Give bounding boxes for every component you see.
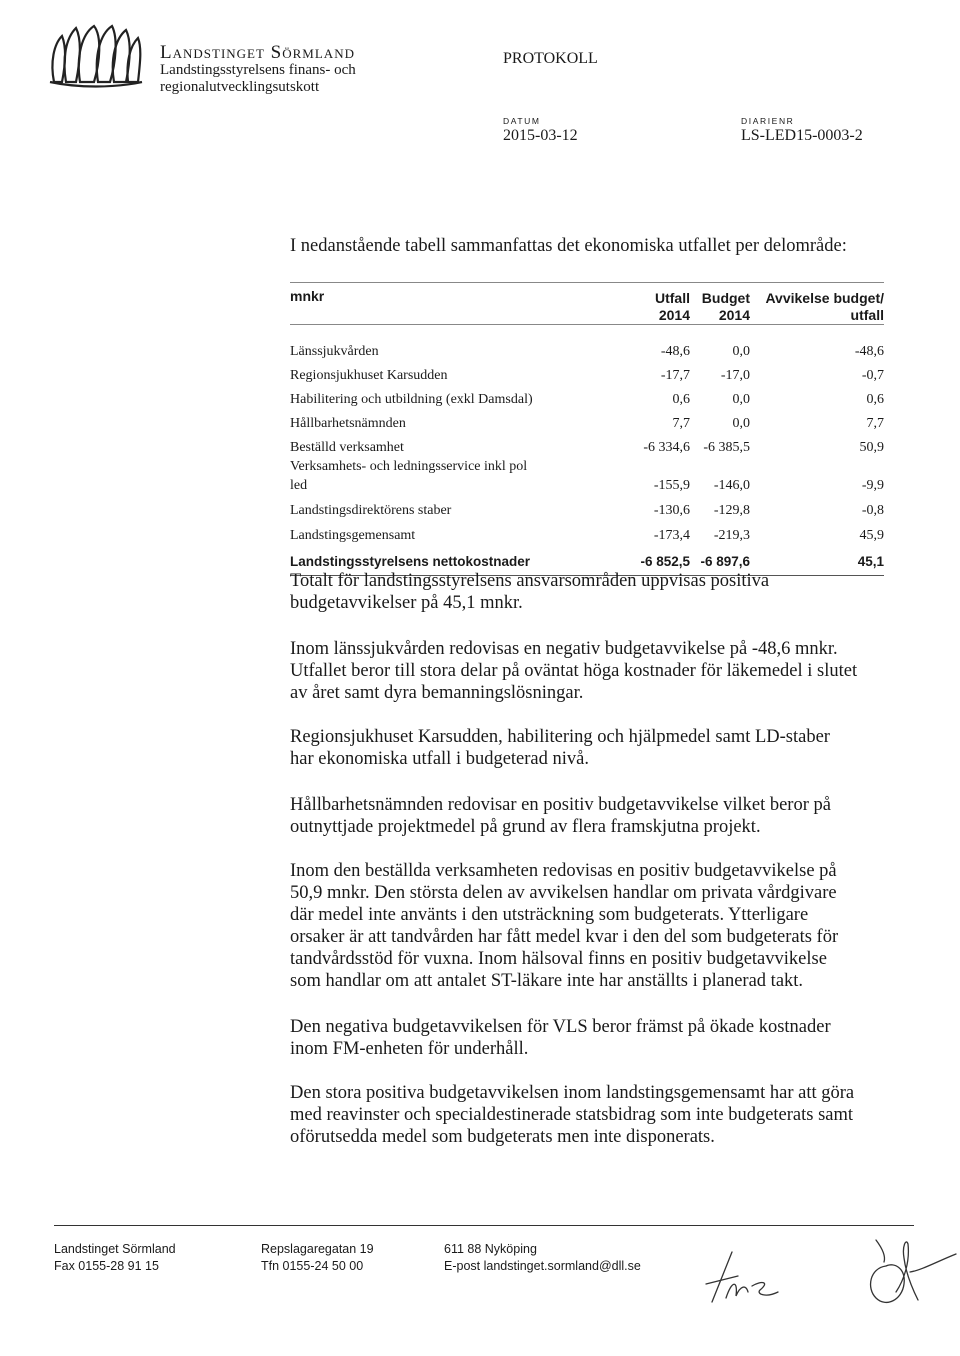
paragraph-line: av året samt dyra bemanningslösningar. [290,683,584,703]
paragraph-karsudden [290,726,890,770]
row-avvikelse: 45,9 [859,528,884,543]
row-label: Habilitering och utbildning (exkl Damsdal) [290,392,533,407]
row-avvikelse: -0,7 [861,368,884,383]
col-header-utfall-line-1: Utfall [655,290,690,306]
row-label: Länssjukvården [290,344,379,359]
row-budget: -17,0 [720,368,750,383]
table-row [290,528,884,548]
row-budget: 0,0 [732,392,750,407]
paragraph-line: budgetavvikelser på 45,1 mnkr. [290,593,523,613]
row-label-line-1: Verksamhets- och ledningsservice inkl pol [290,459,528,474]
row-utfall: -48,6 [660,344,690,359]
paragraph-hallbarhet [290,794,890,838]
table-row [290,478,884,498]
date-label: DATUM [503,116,541,126]
paragraph-line: Hållbarhetsnämnden redovisar en positiv budgetavvikelse vilket beror på [290,795,831,815]
paragraph-line: Den negativa budgetavvikelsen för VLS beror främst på ökade kostnader [290,1017,831,1037]
total-utfall: -6 852,5 [640,554,690,569]
paragraph-line: Utfallet beror till stora delar på oväntat höga kostnader för läkemedel i slutet [290,661,858,681]
total-label: Landstingsstyrelsens nettokostnader [290,554,531,569]
paragraph-line: tandvårdsstöd för vuxna. Inom hälsoval finns en positiv budgetavvikelse [290,949,827,969]
paragraph-line: som handlar om att antalet ST-läkare inte har anställts i planerad takt. [290,971,804,991]
org-subtitle-line-1: Landstingsstyrelsens finans- och [160,62,356,78]
registration-number: LS-LED15-0003-2 [741,127,863,144]
row-utfall: -173,4 [653,528,690,543]
footer-postal: 611 88 Nyköping [444,1242,537,1256]
row-budget: -129,8 [713,503,750,518]
row-utfall: 0,6 [672,392,690,407]
table-row [290,416,884,436]
col-header-budget [690,290,750,324]
table-row [290,368,884,388]
row-label: Hållbarhetsnämnden [290,416,406,431]
row-budget: -146,0 [713,478,750,493]
paragraph-line: outnyttjade projektmedel på grund av flera framskjutna projekt. [290,817,761,837]
footer-rule [54,1225,914,1226]
row-avvikelse: -0,8 [861,503,884,518]
paragraph-line: Inom länssjukvården redovisas en negativ budgetavvikelse på -48,6 mnkr. [290,639,838,659]
row-budget: 0,0 [732,344,750,359]
footer-phone: Tfn 0155-24 50 00 [261,1259,364,1273]
row-utfall: -155,9 [653,478,690,493]
footer-address: Repslagaregatan 19 [261,1242,374,1256]
row-avvikelse: 50,9 [859,440,884,455]
table-top-rule [290,282,884,283]
paragraph-bestalld [290,860,890,992]
row-label: led [290,478,308,493]
row-label: Regionsjukhuset Karsudden [290,368,448,383]
paragraph-line: Totalt för landstingsstyrelsens ansvarsområden uppvisas positiva [290,571,770,591]
row-utfall: -6 334,6 [643,440,690,455]
footer-col-1 [54,1242,176,1273]
table-row-label-continuation [290,459,884,479]
row-avvikelse: -9,9 [861,478,884,493]
table-header-rule [290,324,884,325]
handwritten-initials-2 [852,1228,960,1318]
paragraph-line: Den stora positiva budgetavvikelsen inom landstingsgemensamt har att göra [290,1083,855,1103]
table-row [290,392,884,412]
paragraph-line: orsaker är att tandvården har fått medel kvar i den del som budgeterats för [290,927,839,947]
registration-label: DIARIENR [741,116,795,126]
total-budget: -6 897,6 [700,554,750,569]
org-name: Landstinget Sörmland [160,42,355,63]
footer-org: Landstinget Sörmland [54,1242,176,1256]
paragraph-line: har ekonomiska utfall i budgeterad nivå. [290,749,589,769]
paragraph-total [290,570,890,614]
row-utfall: -130,6 [653,503,690,518]
date-value: 2015-03-12 [503,127,578,144]
row-label: Beställd verksamhet [290,440,404,455]
row-avvikelse: 0,6 [866,392,884,407]
footer-email: E-post landstinget.sormland@dll.se [444,1259,641,1273]
document-type: PROTOKOLL [503,50,598,67]
intro-text: I nedanstående tabell sammanfattas det ekonomiska utfallet per delområde: [290,236,847,256]
row-utfall: 7,7 [672,416,690,431]
paragraph-line: inom FM-enheten för underhåll. [290,1039,529,1059]
col-header-avvikelse [750,290,884,324]
total-avvikelse: 45,1 [857,554,884,569]
footer-col-2 [261,1242,374,1273]
footer-fax: Fax 0155-28 91 15 [54,1259,159,1273]
paragraph-line: 50,9 mnkr. Den största delen av avvikelsen handlar om privata vårdgivare [290,883,837,903]
row-budget: 0,0 [732,416,750,431]
paragraph-lansjukvard [290,638,890,704]
paragraph-landstingsgemensamt [290,1082,890,1148]
col-header-utfall-line-2: 2014 [658,307,690,323]
table-row [290,503,884,523]
col-header-budget-line-1: Budget [701,290,750,306]
paragraph-vls [290,1016,890,1060]
col-header-avvikelse-line-2: utfall [850,307,884,323]
row-avvikelse: 7,7 [866,416,884,431]
table-row [290,344,884,364]
row-utfall: -17,7 [660,368,690,383]
unit-header: mnkr [290,288,325,304]
footer-col-3 [444,1242,641,1273]
row-avvikelse: -48,6 [854,344,884,359]
paragraph-line: med reavinster och specialdestinerade statsbidrag som inte budgeterats samt [290,1105,854,1125]
table-row [290,440,884,460]
org-subtitle-line-2: regionalutvecklingsutskott [160,79,320,95]
row-label: Landstingsgemensamt [290,528,416,543]
handwritten-initials-1 [692,1240,792,1310]
row-budget: -219,3 [713,528,750,543]
paragraph-line: oförutsedda medel som budgeterats men inte disponerats. [290,1127,715,1147]
col-header-utfall [610,290,690,324]
row-label: Landstingsdirektörens staber [290,503,452,518]
col-header-budget-line-2: 2014 [718,307,750,323]
paragraph-line: Regionsjukhuset Karsudden, habilitering och hjälpmedel samt LD-staber [290,727,830,747]
paragraph-line: där medel inte använts i den utsträckning som budgeterats. Ytterligare [290,905,809,925]
col-header-avvikelse-line-1: Avvikelse budget/ [765,290,884,306]
paragraph-line: Inom den beställda verksamheten redovisas en positiv budgetavvikelse på [290,861,837,881]
row-budget: -6 385,5 [703,440,750,455]
landstinget-logo [48,22,144,88]
